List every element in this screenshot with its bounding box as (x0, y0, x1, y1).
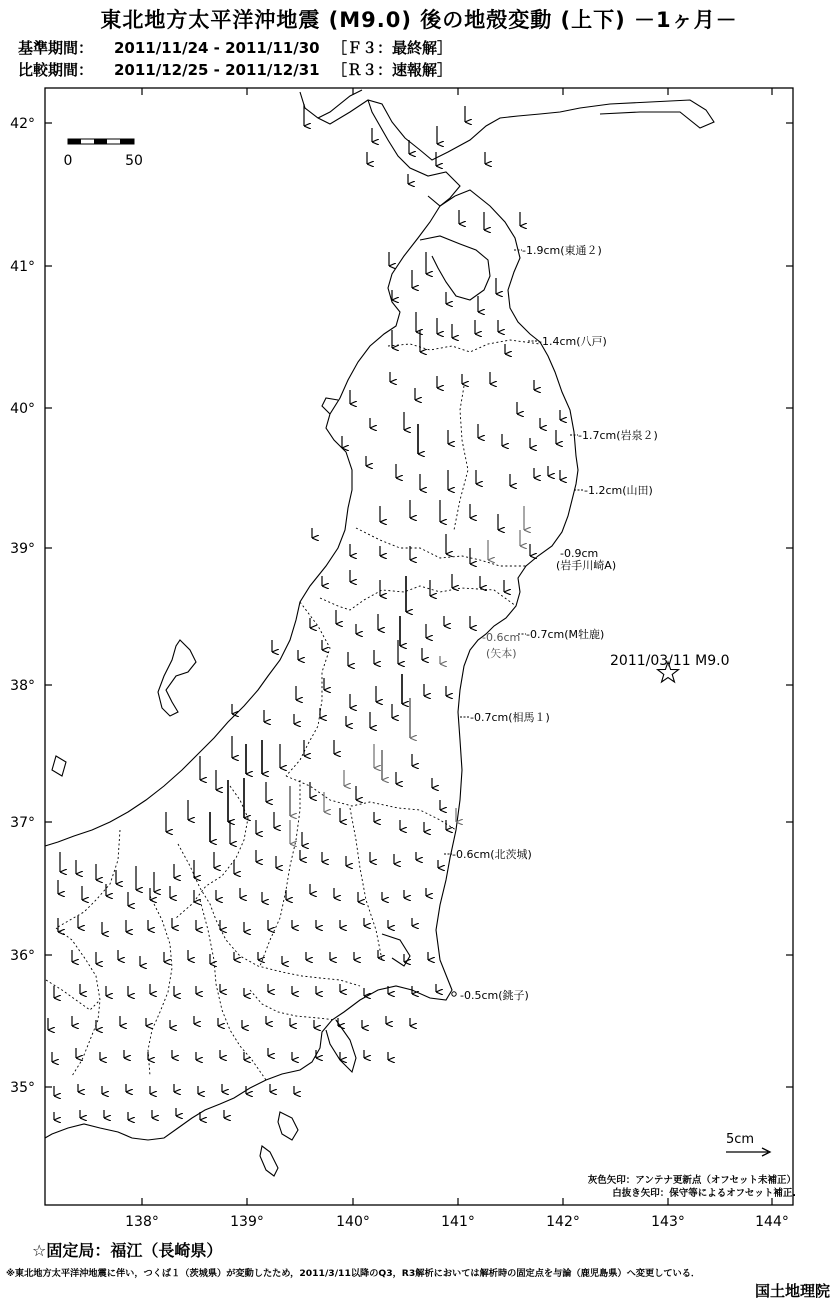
station-label: -0.6cm (482, 631, 521, 644)
coastline (45, 90, 714, 1176)
station-labels (444, 244, 658, 1002)
compare-period-label: 比較期間： (18, 61, 94, 79)
station-label: (岩手川崎A) (556, 559, 617, 572)
map-frame (45, 88, 793, 1205)
station-label: -1.9cm(東通２) (522, 244, 602, 257)
organization-name: 国土地理院 (754, 1282, 830, 1300)
lat-label: 37° (10, 815, 35, 831)
vector-scale (726, 1132, 770, 1156)
prefecture-borders (46, 340, 540, 1080)
lon-label: 143° (651, 1214, 685, 1230)
longitude-labels (125, 1214, 789, 1230)
lon-label: 142° (546, 1214, 580, 1230)
vector-scale-label: 5cm (726, 1132, 755, 1147)
fixed-station-note: ☆固定局：福江（長崎県） (32, 1241, 223, 1260)
lon-label: 144° (755, 1214, 789, 1230)
base-period-solution: ［Ｆ３：最終解］ (332, 39, 453, 57)
station-label: -0.9cm (560, 547, 599, 560)
station-label: -1.2cm(山田) (584, 484, 653, 497)
distance-scale-bar (64, 139, 143, 169)
station-label: -1.4cm(八戸) (538, 335, 607, 348)
lat-label: 38° (10, 678, 35, 694)
compare-period-range: 2011/12/25 - 2011/12/31 (114, 61, 320, 79)
scale-start: 0 (63, 153, 73, 169)
lat-label: 36° (10, 948, 35, 964)
station-label: (矢本) (486, 647, 517, 660)
lon-label: 138° (125, 1214, 159, 1230)
legend-hollow-arrow: 白抜き矢印：保守等によるオフセット補正. (612, 1188, 796, 1199)
legend-gray-arrow: 灰色矢印：アンテナ更新点（オフセット未補正） (587, 1175, 796, 1186)
compare-period-solution: ［Ｒ３：速報解］ (332, 61, 453, 79)
station-label: -1.7cm(岩泉２) (578, 429, 658, 442)
station-label: -0.7cm(相馬１) (470, 711, 550, 724)
map-title: 東北地方太平洋沖地震 (M9.0) 後の地殻変動 (上下) －1ヶ月－ (100, 8, 738, 32)
epicenter-label: 2011/03/11 M9.0 (610, 653, 730, 669)
lat-label: 40° (10, 401, 35, 417)
analysis-footnote: ※東北地方太平洋沖地震に伴い，つくば１（茨城県）が変動したため，2011/3/11以降のQ3，R3解析においては解析時の固定点を与論（鹿児島県）へ変更している． (6, 1268, 701, 1279)
latitude-labels (10, 116, 35, 1096)
lat-label: 35° (10, 1080, 35, 1096)
station-label: -0.5cm(銚子) (460, 989, 529, 1002)
lat-label: 42° (10, 116, 35, 132)
station-label: -0.6cm(北茨城) (452, 848, 532, 861)
station-label: -0.7cm(M牡鹿) (526, 628, 605, 641)
lon-label: 139° (230, 1214, 264, 1230)
graticule-ticks (45, 88, 793, 1205)
lat-label: 39° (10, 541, 35, 557)
scale-end: 50 (125, 153, 143, 169)
lon-label: 141° (441, 1214, 475, 1230)
lat-label: 41° (10, 259, 35, 275)
epicenter (610, 653, 730, 682)
lon-label: 140° (336, 1214, 370, 1230)
base-period-range: 2011/11/24 - 2011/11/30 (114, 39, 320, 57)
base-period-label: 基準期間： (18, 39, 94, 57)
